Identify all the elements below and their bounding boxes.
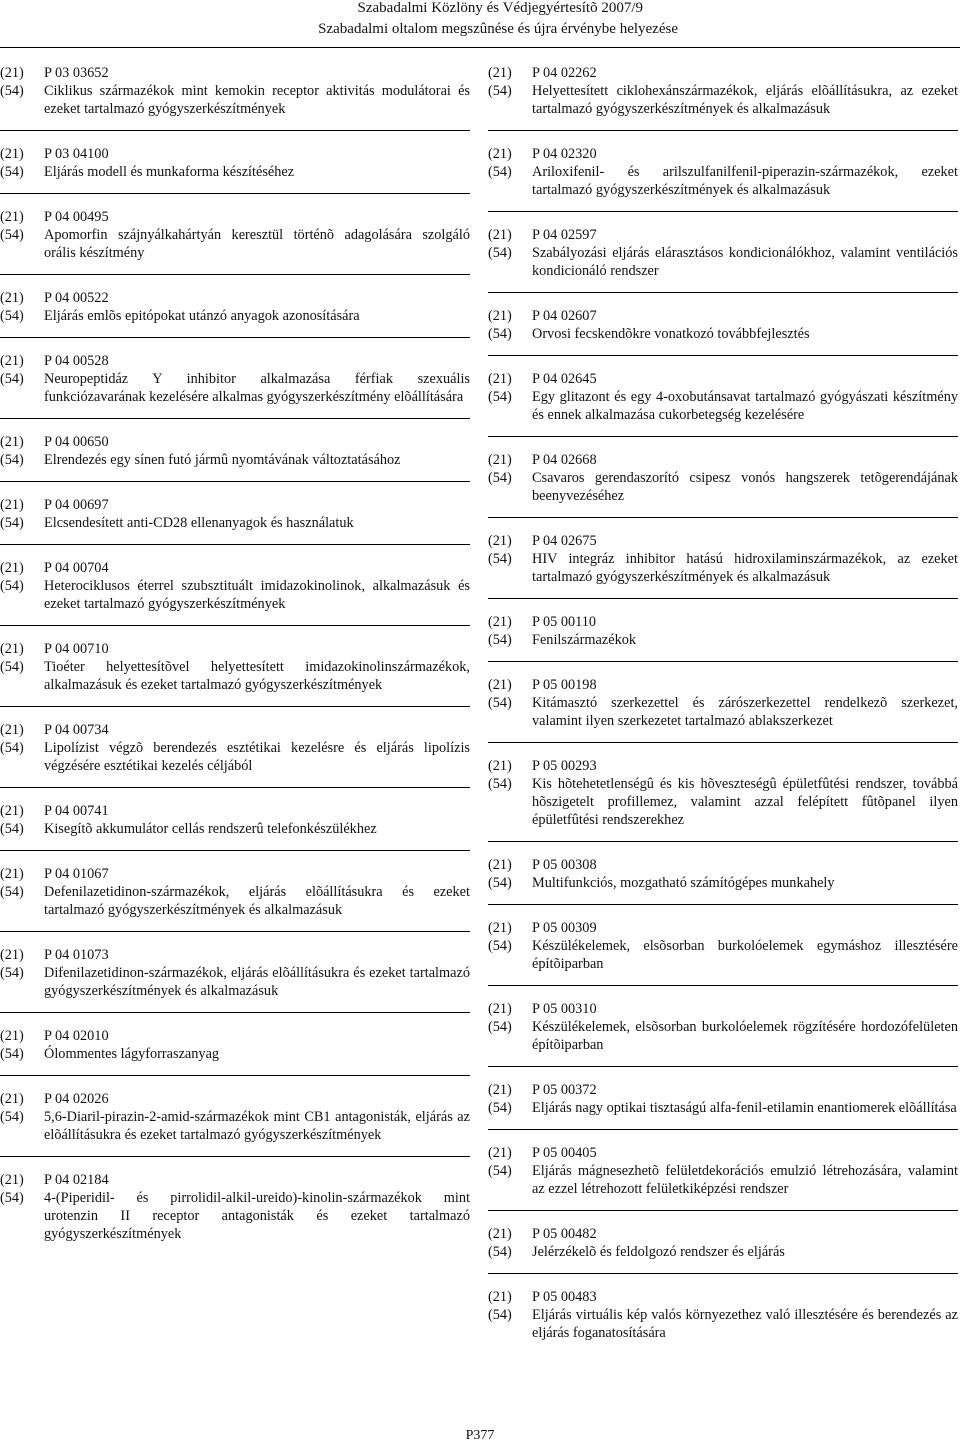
- patent-number-row: [0, 1027, 470, 1045]
- inid-code-21: (21): [0, 1028, 24, 1044]
- inid-code-54: (54): [0, 227, 24, 243]
- patent-title-row: [488, 631, 958, 649]
- patent-title-row: [0, 163, 470, 181]
- patent-entry: [0, 946, 470, 1000]
- patent-number: P 04 02320: [532, 146, 597, 162]
- patent-title: HIV integráz inhibitor hatású hidroxilaminszármazékok, az ezeket tartalmazó gyógyszerkészítmények és alkalmazásuk: [532, 551, 958, 585]
- entry-divider: [488, 985, 958, 986]
- inid-code-21: (21): [0, 560, 24, 576]
- patent-number-row: [488, 856, 958, 874]
- patent-entry: [488, 1081, 958, 1117]
- patent-number: P 05 00309: [532, 920, 597, 936]
- patent-title-row: [488, 1162, 958, 1198]
- patent-number-row: [0, 208, 470, 226]
- patent-number: P 05 00372: [532, 1082, 597, 1098]
- patent-number-row: [488, 532, 958, 550]
- patent-number: P 04 02026: [44, 1091, 109, 1107]
- entry-divider: [488, 598, 958, 599]
- patent-title-row: [0, 82, 470, 118]
- inid-code-54: (54): [0, 1109, 24, 1125]
- entry-divider: [0, 625, 470, 626]
- entry-divider: [0, 274, 470, 275]
- entry-divider: [0, 544, 470, 545]
- patent-entry: [0, 352, 470, 406]
- patent-title: Egy glitazont és egy 4-oxobutánsavat tartalmazó gyógyászati készítmény és ennek alkalmazása cukorbetegség kezelésére: [532, 389, 958, 423]
- inid-code-21: (21): [488, 758, 512, 774]
- patent-number-row: [488, 1144, 958, 1162]
- patent-number-row: [0, 721, 470, 739]
- patent-title-row: [488, 1306, 958, 1342]
- patent-number-row: [488, 370, 958, 388]
- patent-number-row: [488, 919, 958, 937]
- inid-code-21: (21): [0, 722, 24, 738]
- inid-code-54: (54): [488, 1163, 512, 1179]
- patent-number: P 05 00308: [532, 857, 597, 873]
- inid-code-21: (21): [488, 1289, 512, 1305]
- inid-code-21: (21): [488, 677, 512, 693]
- inid-code-54: (54): [488, 1019, 512, 1035]
- inid-code-54: (54): [488, 326, 512, 342]
- patent-entry: [0, 1027, 470, 1063]
- patent-entry: [0, 64, 470, 118]
- patent-title-row: [0, 370, 470, 406]
- entry-divider: [488, 1129, 958, 1130]
- entry-divider: [488, 904, 958, 905]
- patent-entry: [488, 1288, 958, 1342]
- inid-code-54: (54): [488, 1307, 512, 1323]
- patent-entry: [0, 208, 470, 262]
- patent-number: P 04 00528: [44, 353, 109, 369]
- inid-code-21: (21): [0, 641, 24, 657]
- inid-code-54: (54): [488, 875, 512, 891]
- patent-title-row: [0, 577, 470, 613]
- section-title: Szabadalmi oltalom megszûnése és újra érvénybe helyezése: [318, 21, 678, 37]
- entry-divider: [488, 742, 958, 743]
- patent-title: Jelérzékelõ és feldolgozó rendszer és eljárás: [532, 1244, 785, 1260]
- patent-entry: [488, 226, 958, 280]
- patent-number-row: [488, 1225, 958, 1243]
- patent-title: Elcsendesített anti-CD28 ellenanyagok és használatuk: [44, 515, 354, 531]
- header-rule: [0, 47, 960, 48]
- patent-entry: [0, 721, 470, 775]
- inid-code-54: (54): [0, 965, 24, 981]
- patent-number: P 05 00482: [532, 1226, 597, 1242]
- inid-code-21: (21): [488, 1226, 512, 1242]
- patent-number: P 05 00110: [532, 614, 597, 630]
- entry-divider: [488, 292, 958, 293]
- patent-title: Kis hõtehetetlenségû és kis hõveszteségû épületfûtési rendszer, továbbá hõszigetelt profillemez, valamint azzal felépített fûtõpanel ilyen épületfûtési rendszerekhez: [532, 776, 958, 828]
- patent-entry: [488, 757, 958, 829]
- patent-title: Ólommentes lágyforraszanyag: [44, 1046, 220, 1062]
- patent-title: Csavaros gerendaszorító csipesz vonós hangszerek tetõgerendájának beenyvezéséhez: [532, 470, 958, 504]
- patent-number: P 03 03652: [44, 65, 109, 81]
- entry-divider: [0, 1012, 470, 1013]
- patent-number-row: [0, 559, 470, 577]
- entry-divider: [0, 481, 470, 482]
- patent-entry: [488, 676, 958, 730]
- patent-number-row: [0, 640, 470, 658]
- entry-divider: [488, 1210, 958, 1211]
- inid-code-21: (21): [0, 1091, 24, 1107]
- patent-number: P 04 02262: [532, 65, 597, 81]
- patent-number: P 05 00405: [532, 1145, 597, 1161]
- entry-divider: [0, 193, 470, 194]
- patent-title: Orvosi fecskendõkre vonatkozó továbbfejlesztés: [532, 326, 810, 342]
- inid-code-21: (21): [488, 371, 512, 387]
- patent-number: P 04 02184: [44, 1172, 109, 1188]
- inid-code-21: (21): [0, 803, 24, 819]
- entry-divider: [488, 130, 958, 131]
- patent-entry: [0, 640, 470, 694]
- page-header: [0, 0, 960, 46]
- patent-number: P 04 00522: [44, 290, 109, 306]
- inid-code-21: (21): [488, 1001, 512, 1017]
- patent-number-row: [488, 307, 958, 325]
- patent-title-row: [0, 1045, 470, 1063]
- patent-title-row: [0, 739, 470, 775]
- patent-number: P 04 02668: [532, 452, 597, 468]
- inid-code-21: (21): [0, 353, 24, 369]
- patent-title-row: [488, 388, 958, 424]
- patent-number-row: [0, 496, 470, 514]
- patent-entry: [488, 145, 958, 199]
- inid-code-21: (21): [0, 947, 24, 963]
- patent-title: Eljárás emlõs epitópokat utánzó anyagok azonosítására: [44, 308, 360, 324]
- inid-code-21: (21): [0, 866, 24, 882]
- patent-title: Eljárás modell és munkaforma készítéséhez: [44, 164, 295, 180]
- patent-title: Kitámasztó szerkezettel és zárószerkezettel rendelkezõ szerkezet, valamint ilyen szerkezetet tartalmazó ablakszerkezet: [532, 695, 958, 729]
- patent-title-row: [488, 775, 958, 829]
- inid-code-21: (21): [488, 533, 512, 549]
- inid-code-54: (54): [0, 515, 24, 531]
- patent-title: Szabályozási eljárás elárasztásos kondicionálókhoz, valamint ventilációs kondicionáló rendszer: [532, 245, 958, 279]
- patent-title: Helyettesített ciklohexánszármazékok, eljárás elõállításukra, az ezeket tartalmazó gyógyszerkészítmények és alkalmazásuk: [532, 83, 958, 117]
- patent-number-row: [0, 1090, 470, 1108]
- patent-number-row: [0, 946, 470, 964]
- inid-code-21: (21): [488, 227, 512, 243]
- patent-entry: [0, 865, 470, 919]
- patent-number-row: [488, 676, 958, 694]
- patent-entry: [488, 856, 958, 892]
- entry-divider: [0, 706, 470, 707]
- right-column: [488, 64, 958, 1342]
- inid-code-54: (54): [0, 452, 24, 468]
- entry-divider: [488, 355, 958, 356]
- inid-code-54: (54): [488, 245, 512, 261]
- inid-code-54: (54): [0, 1190, 24, 1206]
- patent-number-row: [0, 1171, 470, 1189]
- patent-number-row: [488, 1000, 958, 1018]
- patent-title: Apomorfin szájnyálkahártyán keresztül történõ adagolására szolgáló orális készítmény: [44, 227, 470, 261]
- patent-number-row: [488, 451, 958, 469]
- patent-title: Multifunkciós, mozgatható számítógépes munkahely: [532, 875, 835, 891]
- patent-number: P 04 02597: [532, 227, 597, 243]
- patent-title: Ciklikus származékok mint kemokin receptor aktivitás modulátorai és ezeket tartalmazó gyógyszerkészítmények: [44, 83, 470, 117]
- patent-number: P 04 02607: [532, 308, 597, 324]
- patent-title-row: [488, 1018, 958, 1054]
- patent-number-row: [488, 757, 958, 775]
- patent-entry: [0, 145, 470, 181]
- inid-code-21: (21): [488, 146, 512, 162]
- entry-divider: [488, 841, 958, 842]
- patent-number-row: [0, 289, 470, 307]
- patent-title: Készülékelemek, elsõsorban burkolóelemek egymáshoz illesztésére építõiparban: [532, 938, 958, 972]
- patent-entry: [488, 1144, 958, 1198]
- patent-number: P 04 00734: [44, 722, 109, 738]
- patent-title: Eljárás mágnesezhetõ felületdekorációs emulzió létrehozására, valamint az ezzel létrehozott felületkiképzési rendszer: [532, 1163, 958, 1197]
- entry-divider: [488, 1273, 958, 1274]
- inid-code-54: (54): [0, 164, 24, 180]
- patent-title-row: [0, 964, 470, 1000]
- patent-title: Defenilazetidinon-származékok, eljárás elõállításukra és ezeket tartalmazó gyógyszerkészítmények és alkalmazásuk: [44, 884, 470, 918]
- patent-entry: [0, 1171, 470, 1243]
- patent-entry: [488, 451, 958, 505]
- patent-entry: [488, 1225, 958, 1261]
- patent-title: Heterociklusos éterrel szubsztituált imidazokinolinok, alkalmazásuk és ezeket tartalmazó gyógyszerkészítmények: [44, 578, 470, 612]
- patent-title: 4-(Piperidil- és pirrolidil-alkil-ureido)-kinolin-származékok mint urotenzin II receptor antagonisták és ezeket tartalmazó gyógyszerkészítmények: [44, 1190, 470, 1242]
- patent-title: Tioéter helyettesítõvel helyettesített imidazokinolinszármazékok, alkalmazásuk és ezeket tartalmazó gyógyszerkészítmények: [44, 659, 470, 693]
- inid-code-54: (54): [488, 632, 512, 648]
- inid-code-54: (54): [488, 389, 512, 405]
- inid-code-21: (21): [488, 1145, 512, 1161]
- inid-code-21: (21): [488, 614, 512, 630]
- inid-code-21: (21): [0, 434, 24, 450]
- patent-title-row: [488, 1099, 958, 1117]
- inid-code-54: (54): [488, 1244, 512, 1260]
- patent-number-row: [0, 64, 470, 82]
- patent-entry: [0, 496, 470, 532]
- patent-title-row: [488, 469, 958, 505]
- inid-code-54: (54): [0, 821, 24, 837]
- patent-title: 5,6-Diaril-pirazin-2-amid-származékok mint CB1 antagonisták, eljárás az elõállításukra és ezeket tartalmazó gyógyszerkészítmények: [44, 1109, 470, 1143]
- patent-title-row: [488, 1243, 958, 1261]
- inid-code-21: (21): [0, 146, 24, 162]
- inid-code-54: (54): [488, 83, 512, 99]
- patent-number: P 04 00704: [44, 560, 109, 576]
- patent-title: Lipolízist végzõ berendezés esztétikai kezelésre és eljárás lipolízis végzésére esztétikai kezelés céljából: [44, 740, 470, 774]
- inid-code-21: (21): [0, 1172, 24, 1188]
- patent-title: Neuropeptidáz Y inhibitor alkalmazása férfiak szexuális funkciózavarának kezelésére alkalmas gyógyszerkészítmény elõállítására: [44, 371, 470, 405]
- entry-divider: [0, 787, 470, 788]
- inid-code-54: (54): [488, 695, 512, 711]
- inid-code-54: (54): [0, 659, 24, 675]
- inid-code-21: (21): [0, 209, 24, 225]
- patent-number-row: [0, 865, 470, 883]
- inid-code-21: (21): [0, 497, 24, 513]
- left-column: [0, 64, 470, 1243]
- patent-number: P 04 00495: [44, 209, 109, 225]
- inid-code-21: (21): [488, 1082, 512, 1098]
- patent-number-row: [0, 802, 470, 820]
- patent-title-row: [0, 514, 470, 532]
- patent-number: P 04 00697: [44, 497, 109, 513]
- inid-code-54: (54): [488, 938, 512, 954]
- patent-number-row: [0, 145, 470, 163]
- journal-title: Szabadalmi Közlöny és Védjegyértesítõ 2007/9: [357, 0, 643, 16]
- inid-code-54: (54): [0, 578, 24, 594]
- patent-number-row: [488, 613, 958, 631]
- patent-entry: [488, 1000, 958, 1054]
- patent-number: P 04 00741: [44, 803, 109, 819]
- inid-code-54: (54): [0, 740, 24, 756]
- patent-title-row: [488, 694, 958, 730]
- patent-entry: [488, 532, 958, 586]
- inid-code-21: (21): [488, 452, 512, 468]
- patent-title: Difenilazetidinon-származékok, eljárás elõállításukra és ezeket tartalmazó gyógyszerkészítmények és alkalmazásuk: [44, 965, 470, 999]
- inid-code-21: (21): [488, 920, 512, 936]
- inid-code-54: (54): [488, 164, 512, 180]
- entry-divider: [488, 211, 958, 212]
- entry-divider: [488, 661, 958, 662]
- patent-number-row: [488, 1081, 958, 1099]
- patent-title: Fenilszármazékok: [532, 632, 637, 648]
- patent-title-row: [0, 1189, 470, 1243]
- patent-number: P 04 01067: [44, 866, 109, 882]
- patent-title-row: [0, 820, 470, 838]
- inid-code-54: (54): [488, 1100, 512, 1116]
- page-number: P377: [465, 1428, 495, 1443]
- patent-title: Elrendezés egy sínen futó jármû nyomtávának változtatásához: [44, 452, 401, 468]
- inid-code-54: (54): [0, 371, 24, 387]
- patent-title-row: [0, 226, 470, 262]
- patent-title-row: [488, 550, 958, 586]
- patent-entry: [0, 559, 470, 613]
- patent-number-row: [0, 433, 470, 451]
- patent-entry: [488, 613, 958, 649]
- patent-number-row: [0, 352, 470, 370]
- patent-title: Eljárás virtuális kép valós környezethez való illesztésére és berendezés az eljárás foganatosítására: [532, 1307, 958, 1341]
- inid-code-54: (54): [488, 551, 512, 567]
- patent-title: Kisegítõ akkumulátor cellás rendszerû telefonkészülékhez: [44, 821, 377, 837]
- patent-entry: [488, 64, 958, 118]
- patent-title-row: [0, 883, 470, 919]
- entry-divider: [0, 337, 470, 338]
- patent-number: P 05 00198: [532, 677, 597, 693]
- inid-code-54: (54): [0, 83, 24, 99]
- inid-code-21: (21): [0, 290, 24, 306]
- patent-title-row: [0, 658, 470, 694]
- entry-divider: [0, 1156, 470, 1157]
- entry-divider: [0, 1075, 470, 1076]
- patent-title: Ariloxifenil- és arilszulfanilfenil-piperazin-származékok, ezeket tartalmazó gyógyszerkészítmények és alkalmazásuk: [532, 164, 958, 198]
- patent-title-row: [488, 82, 958, 118]
- patent-number-row: [488, 1288, 958, 1306]
- patent-title-row: [488, 163, 958, 199]
- entry-divider: [0, 418, 470, 419]
- patent-number: P 04 00650: [44, 434, 109, 450]
- patent-title: Eljárás nagy optikai tisztaságú alfa-fenil-etilamin enantiomerek elõállítása: [532, 1100, 957, 1116]
- patent-number: P 04 00710: [44, 641, 109, 657]
- patent-number: P 04 02010: [44, 1028, 109, 1044]
- patent-number: P 04 01073: [44, 947, 109, 963]
- inid-code-54: (54): [0, 308, 24, 324]
- patent-number: P 04 02675: [532, 533, 597, 549]
- patent-title-row: [488, 874, 958, 892]
- patent-entry: [0, 1090, 470, 1144]
- entry-divider: [488, 1066, 958, 1067]
- entry-divider: [0, 931, 470, 932]
- patent-entry: [488, 307, 958, 343]
- inid-code-54: (54): [0, 884, 24, 900]
- patent-number-row: [488, 145, 958, 163]
- patent-title-row: [488, 325, 958, 343]
- patent-title-row: [0, 307, 470, 325]
- patent-number: P 05 00483: [532, 1289, 597, 1305]
- patent-title-row: [488, 244, 958, 280]
- inid-code-21: (21): [488, 308, 512, 324]
- inid-code-21: (21): [488, 857, 512, 873]
- patent-title-row: [488, 937, 958, 973]
- patent-entry: [0, 802, 470, 838]
- patent-title-row: [0, 451, 470, 469]
- patent-number-row: [488, 226, 958, 244]
- patent-number: P 04 02645: [532, 371, 597, 387]
- entry-divider: [0, 130, 470, 131]
- inid-code-21: (21): [0, 65, 24, 81]
- patent-entry: [0, 289, 470, 325]
- patent-number: P 03 04100: [44, 146, 109, 162]
- entry-divider: [488, 436, 958, 437]
- inid-code-54: (54): [488, 470, 512, 486]
- patent-entry: [0, 433, 470, 469]
- entry-divider: [0, 850, 470, 851]
- patent-number-row: [488, 64, 958, 82]
- patent-title-row: [0, 1108, 470, 1144]
- patent-entry: [488, 919, 958, 973]
- inid-code-21: (21): [488, 65, 512, 81]
- inid-code-54: (54): [488, 776, 512, 792]
- inid-code-54: (54): [0, 1046, 24, 1062]
- patent-number: P 05 00310: [532, 1001, 597, 1017]
- patent-entry: [488, 370, 958, 424]
- patent-title: Készülékelemek, elsõsorban burkolóelemek rögzítésére hordozófelületen építõiparban: [532, 1019, 958, 1053]
- patent-number: P 05 00293: [532, 758, 597, 774]
- entry-divider: [488, 517, 958, 518]
